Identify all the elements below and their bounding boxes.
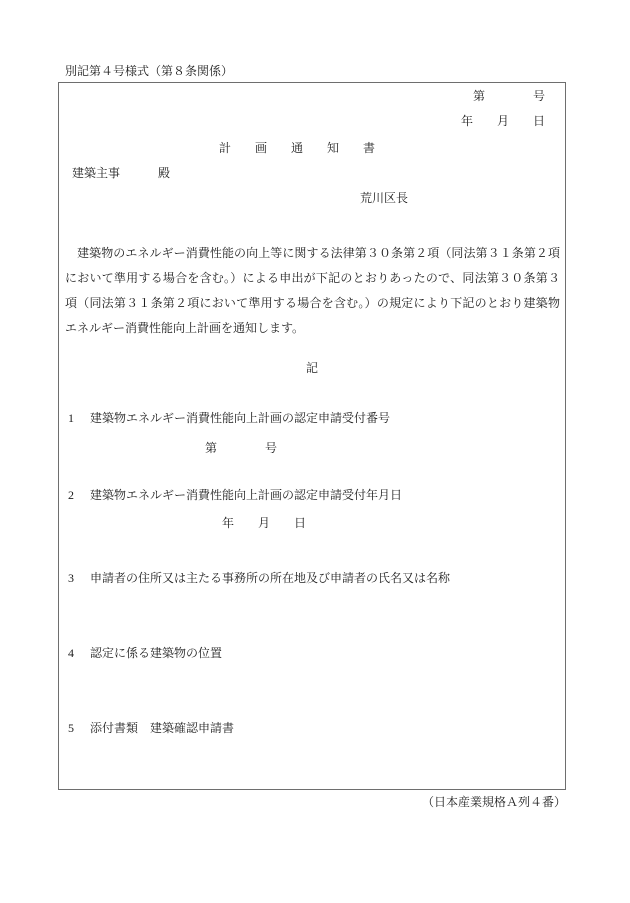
item-2-number: 2 [68,488,74,502]
item-4 [59,641,565,666]
paper-size-note: （日本産業規格Ａ列４番） [421,795,566,809]
document-border-box [58,82,566,790]
item-2 [59,483,565,508]
item-1-value-line: 第 号 [205,441,278,455]
item-5-label: 添付書類 建築確認申請書 [90,721,235,735]
sender-name: 荒川区長 [360,191,409,205]
item-5 [59,716,565,741]
item-3-label: 申請者の住所又は主たる事務所の所在地及び申請者の氏名又は名称 [90,571,451,585]
item-1-number: 1 [68,411,74,425]
item-5-number: 5 [68,721,74,735]
item-4-number: 4 [68,646,74,660]
item-3 [59,566,565,591]
item-1-label: 建築物エネルギー消費性能向上計画の認定申請受付番号 [90,411,391,425]
item-3-number: 3 [68,571,74,585]
notification-body: 建築物のエネルギー消費性能の向上等に関する法律第３０条第２項（同法第３１条第２項において準用する場合を含む。）による申出が下記のとおりあったので、同法第３０条第３項（同法第３１条第２項において準用する場合を含む。）の規定により下記のとおり建築物エネルギー消費性能向上計画を通知します。 [65,246,560,335]
item-2-value-line: 年 月 日 [222,516,307,530]
document-date-line: 年 月 日 [460,114,545,128]
addressee-honorific: 殿 [158,166,171,180]
item-1 [59,406,565,431]
addressee-line [59,161,565,186]
item-4-label: 認定に係る建築物の位置 [90,646,223,660]
addressee-title: 建築主事 [72,166,121,180]
record-marker: 記 [305,361,318,375]
document-title: 計 画 通 知 書 [218,141,375,155]
form-number-label: 別記第４号様式（第８条関係） [65,64,234,78]
document-number-line: 第 号 [472,89,545,103]
item-2-label: 建築物エネルギー消費性能向上計画の認定申請受付年月日 [90,488,403,502]
